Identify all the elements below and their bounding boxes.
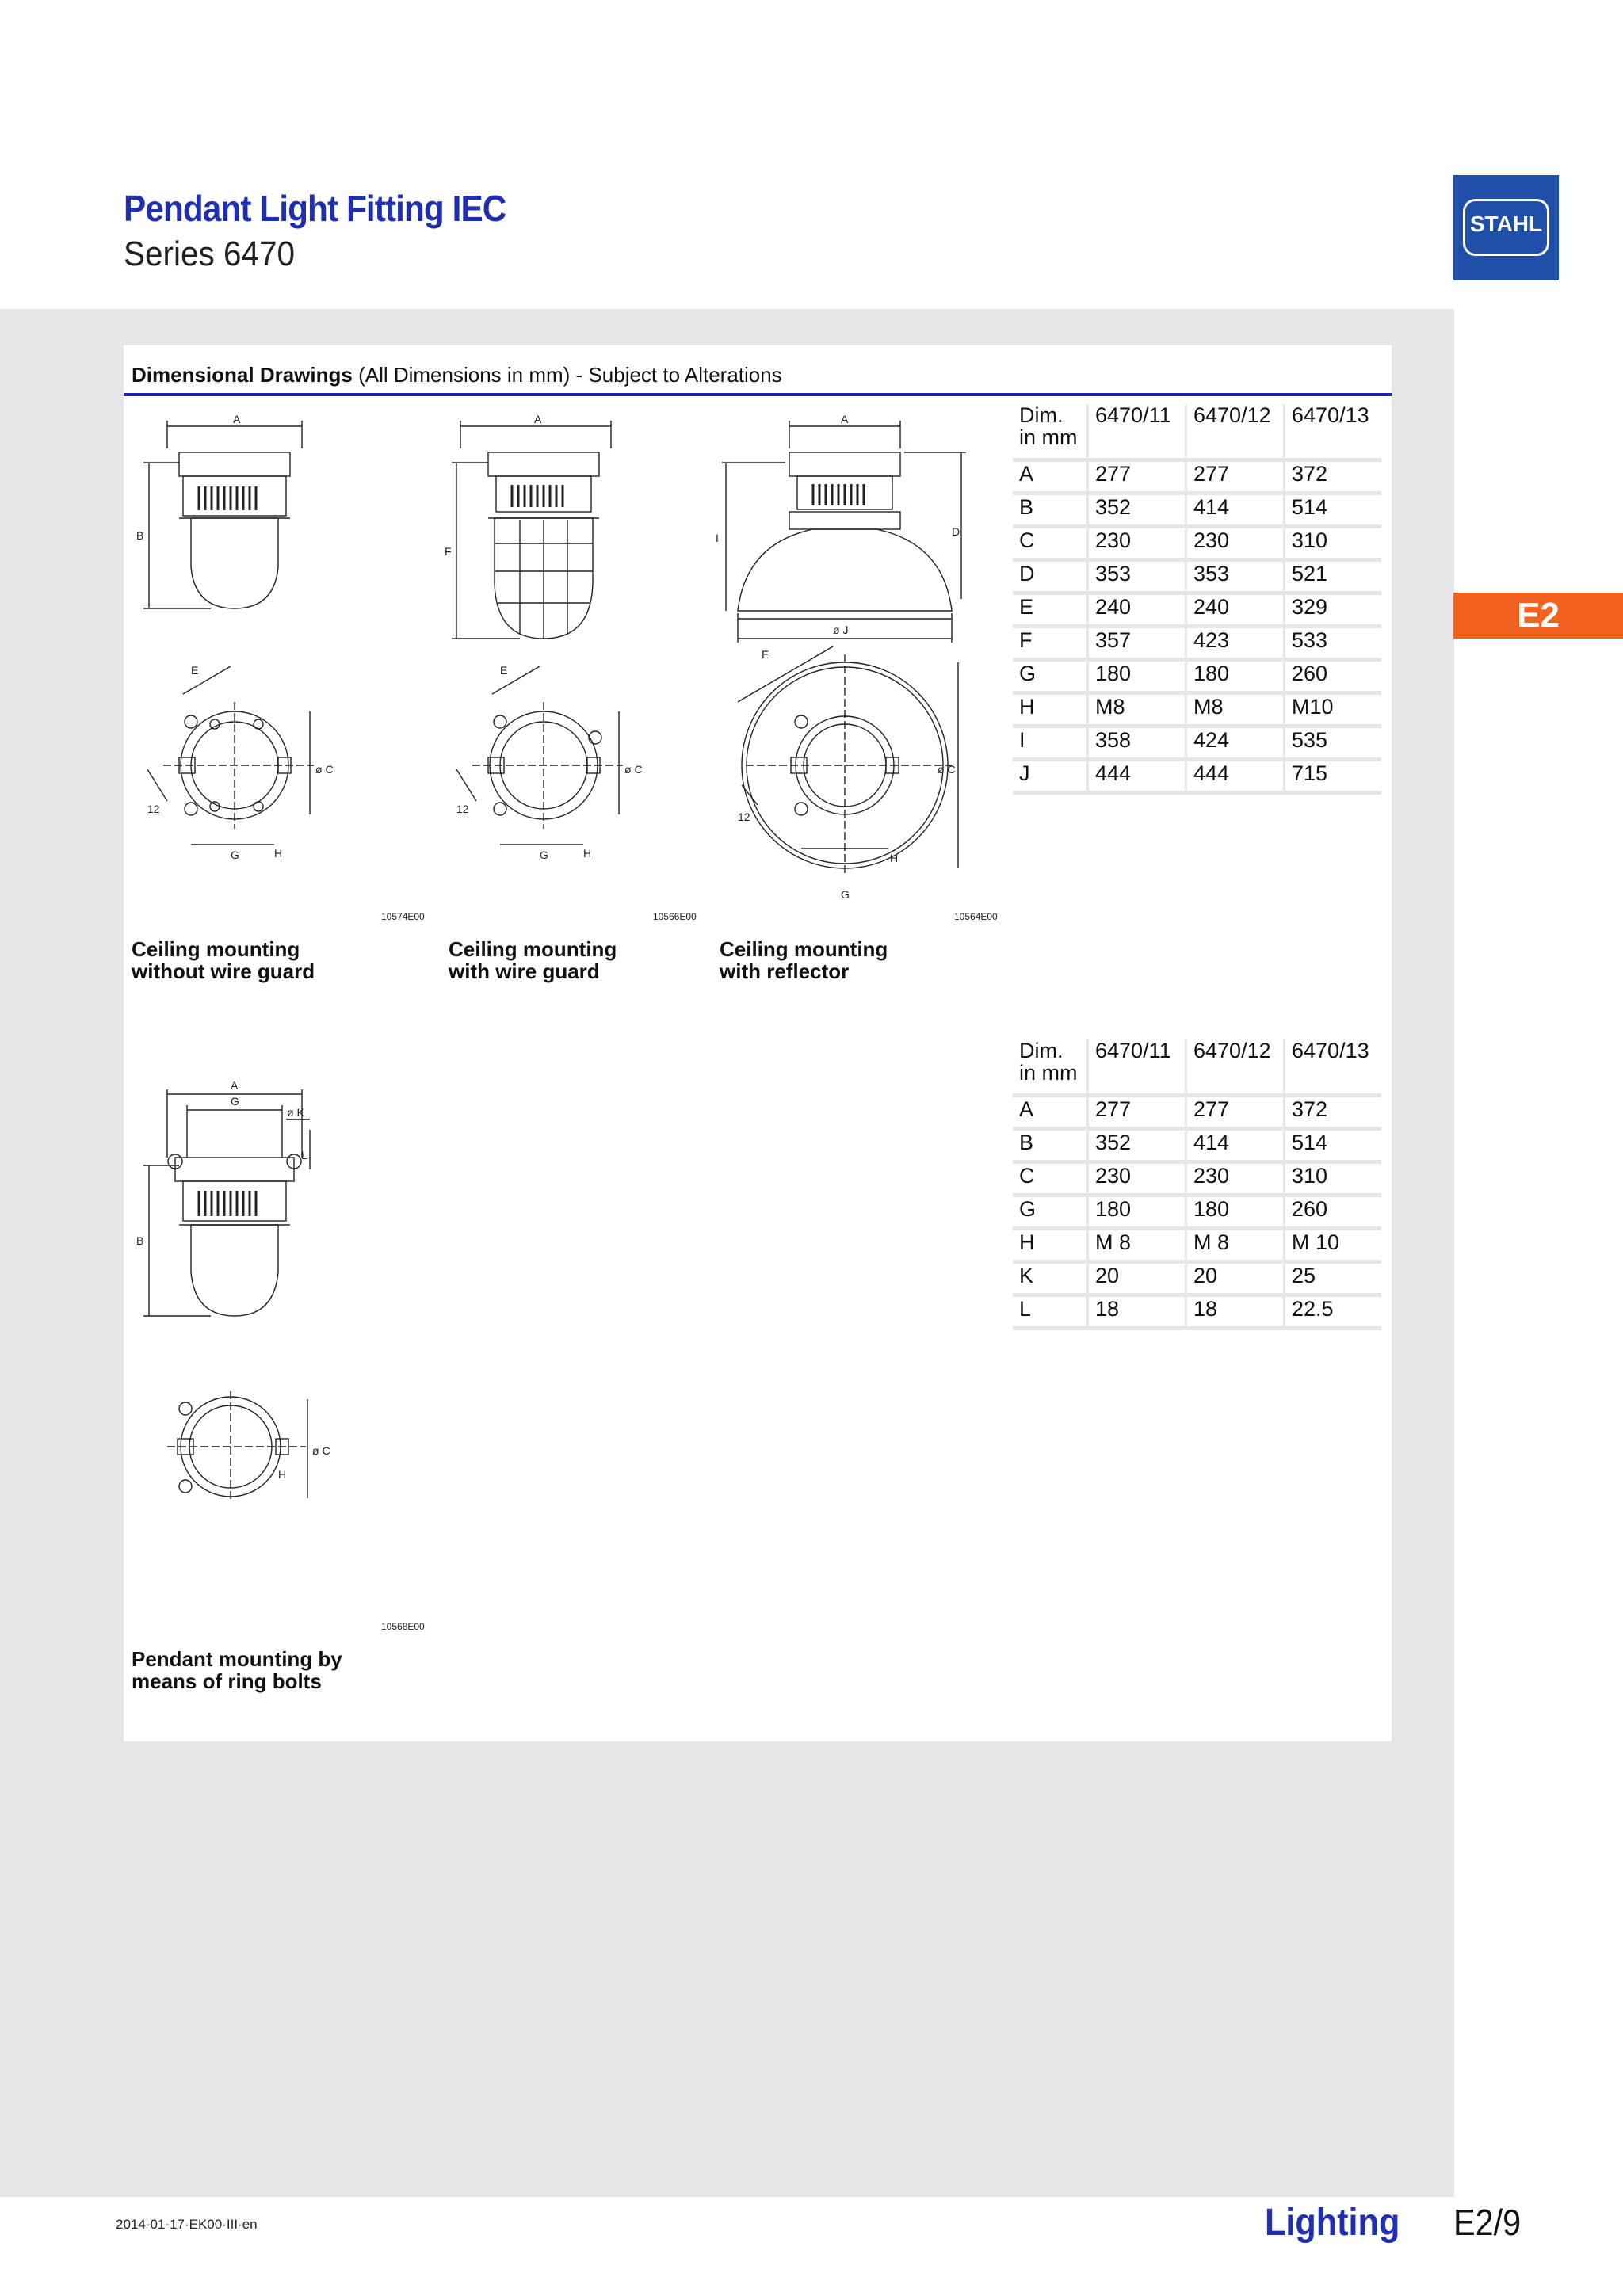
section-tab-e2: E2: [1453, 593, 1623, 639]
label-g: G: [231, 849, 239, 861]
header-dim: Dim. in mm: [1013, 1039, 1086, 1097]
page-header: [0, 0, 1454, 309]
caption-2-line2: with wire guard: [449, 959, 600, 983]
label-c: ø C: [312, 1444, 330, 1457]
dim-value: 260: [1283, 1197, 1381, 1230]
dim-value: 18: [1185, 1297, 1283, 1330]
label-c: ø C: [315, 763, 334, 776]
header-type: 6470/12: [1185, 1039, 1283, 1097]
label-c: ø C: [938, 763, 956, 776]
heading-bold: Dimensional Drawings: [132, 363, 353, 387]
table-row: [1013, 662, 1381, 695]
table-header-row: [1013, 1039, 1381, 1097]
dim-letter: G: [1013, 1197, 1086, 1230]
dim-letter: C: [1013, 528, 1086, 562]
fixture-drawing-4: [132, 1070, 330, 1593]
fixture-drawing-3: [714, 409, 968, 908]
table-row: [1013, 528, 1381, 562]
table-row: [1013, 1230, 1381, 1264]
dim-value: 514: [1283, 1131, 1381, 1164]
dim-letter: D: [1013, 562, 1086, 595]
dim-value: 444: [1185, 761, 1283, 795]
dim-value: 230: [1185, 528, 1283, 562]
label-e: E: [500, 664, 508, 677]
dimension-table-2: [1013, 1039, 1381, 1330]
label-g: G: [231, 1095, 239, 1108]
dim-value: 358: [1086, 728, 1185, 761]
dim-letter: C: [1013, 1164, 1086, 1197]
dim-value: 353: [1086, 562, 1185, 595]
dim-value: 329: [1283, 595, 1381, 628]
dim-value: 230: [1086, 1164, 1185, 1197]
dim-value: 240: [1086, 595, 1185, 628]
dim-value: 20: [1185, 1264, 1283, 1297]
dim-value: 22.5: [1283, 1297, 1381, 1330]
header-type: 6470/11: [1086, 1039, 1185, 1097]
label-g: G: [841, 888, 850, 901]
dim-value: 414: [1185, 1131, 1283, 1164]
dim-value: 414: [1185, 495, 1283, 528]
dim-letter: B: [1013, 1131, 1086, 1164]
caption-2-line1: Ceiling mounting: [449, 937, 617, 961]
table-row: [1013, 1131, 1381, 1164]
dim-value: 352: [1086, 1131, 1185, 1164]
dim-value: 180: [1086, 662, 1185, 695]
dim-value: 372: [1283, 1097, 1381, 1131]
drawing-code-2: 10566E00: [653, 911, 697, 922]
dim-value: 260: [1283, 662, 1381, 695]
label-12: 12: [147, 803, 160, 815]
label-c: ø C: [624, 763, 643, 776]
dim-letter: I: [1013, 728, 1086, 761]
dim-value: 180: [1086, 1197, 1185, 1230]
drawing-ceiling-no-guard: [132, 409, 334, 908]
caption-4-line2: means of ring bolts: [132, 1669, 322, 1693]
header-type: 6470/13: [1283, 1039, 1381, 1097]
dim-letter: H: [1013, 1230, 1086, 1264]
label-e: E: [762, 648, 769, 661]
dim-value: 277: [1086, 1097, 1185, 1131]
label-12: 12: [456, 803, 469, 815]
fixture-drawing-2: [441, 409, 643, 908]
heading-rule: [124, 393, 1392, 396]
stahl-logo: [1453, 175, 1559, 280]
label-h: H: [890, 852, 899, 864]
right-margin: [1454, 0, 1623, 2296]
footer-document-code: 2014-01-17·EK00·III·en: [116, 2217, 258, 2232]
page-subtitle: Series 6470: [124, 235, 296, 273]
dim-value: 240: [1185, 595, 1283, 628]
footer-page-number: E2/9: [1453, 2202, 1522, 2243]
fixture-drawing-1: [132, 409, 334, 908]
table-row: [1013, 562, 1381, 595]
label-h: H: [278, 1468, 287, 1481]
label-a: A: [534, 413, 542, 425]
dim-letter: A: [1013, 462, 1086, 495]
table-row: [1013, 1097, 1381, 1131]
dim-letter: G: [1013, 662, 1086, 695]
dim-value: M8: [1086, 695, 1185, 728]
label-f: F: [445, 545, 452, 558]
dim-letter: K: [1013, 1264, 1086, 1297]
dim-letter: F: [1013, 628, 1086, 662]
dim-value: M 10: [1283, 1230, 1381, 1264]
dim-letter: A: [1013, 1097, 1086, 1131]
dim-value: 25: [1283, 1264, 1381, 1297]
caption-3-line2: with reflector: [720, 959, 850, 983]
caption-3-line1: Ceiling mounting: [720, 937, 888, 961]
label-l: L: [301, 1149, 307, 1161]
label-d: D: [952, 525, 960, 538]
drawing-ceiling-wire-guard: [441, 409, 643, 908]
caption-2: [449, 938, 617, 982]
heading-rest: (All Dimensions in mm) - Subject to Alterations: [352, 363, 782, 387]
dim-value: 423: [1185, 628, 1283, 662]
dim-letter: L: [1013, 1297, 1086, 1330]
drawing-code-4: 10568E00: [381, 1621, 425, 1632]
drawing-ceiling-reflector: [714, 409, 968, 908]
label-j: ø J: [833, 624, 849, 636]
label-a: A: [231, 1079, 239, 1092]
footer-section: Lighting: [1265, 2202, 1400, 2244]
label-g: G: [540, 849, 548, 861]
table-row: [1013, 628, 1381, 662]
dim-value: 514: [1283, 495, 1381, 528]
header-type: 6470/11: [1086, 404, 1185, 462]
label-b: B: [136, 529, 144, 542]
dim-value: 310: [1283, 528, 1381, 562]
dim-value: M 8: [1086, 1230, 1185, 1264]
dim-value: 535: [1283, 728, 1381, 761]
drawing-pendant-ring-bolts: [132, 1070, 330, 1593]
dim-value: 310: [1283, 1164, 1381, 1197]
dim-value: 715: [1283, 761, 1381, 795]
dim-value: 444: [1086, 761, 1185, 795]
dim-letter: J: [1013, 761, 1086, 795]
caption-4-line1: Pendant mounting by: [132, 1647, 342, 1671]
dim-value: 353: [1185, 562, 1283, 595]
header-type: 6470/13: [1283, 404, 1381, 462]
table-row: [1013, 1197, 1381, 1230]
caption-3: [720, 938, 888, 982]
dim-letter: H: [1013, 695, 1086, 728]
dimension-panel: [124, 345, 1392, 1741]
dim-letter: B: [1013, 495, 1086, 528]
caption-1-line1: Ceiling mounting: [132, 937, 300, 961]
drawing-code-3: 10564E00: [954, 911, 998, 922]
page-title: Pendant Light Fitting IEC: [124, 188, 506, 229]
dim-value: 180: [1185, 1197, 1283, 1230]
table-row: [1013, 595, 1381, 628]
logo-text: STAHL: [1469, 212, 1543, 236]
dim-value: 18: [1086, 1297, 1185, 1330]
caption-1-line2: without wire guard: [132, 959, 315, 983]
table-row: [1013, 728, 1381, 761]
dim-value: M8: [1185, 695, 1283, 728]
dim-value: 20: [1086, 1264, 1185, 1297]
label-h: H: [583, 847, 592, 860]
label-12: 12: [738, 810, 750, 823]
dim-value: 352: [1086, 495, 1185, 528]
label-e: E: [191, 664, 199, 677]
dim-value: 277: [1086, 462, 1185, 495]
dim-value: 277: [1185, 462, 1283, 495]
table-row: [1013, 1264, 1381, 1297]
dim-value: 357: [1086, 628, 1185, 662]
dim-value: 533: [1283, 628, 1381, 662]
table-row: [1013, 1297, 1381, 1330]
dimension-table-1: [1013, 404, 1381, 795]
label-k: ø K: [287, 1106, 304, 1119]
caption-1: [132, 938, 315, 982]
label-b: B: [136, 1234, 144, 1247]
dim-value: 372: [1283, 462, 1381, 495]
dim-value: 180: [1185, 662, 1283, 695]
dim-value: M10: [1283, 695, 1381, 728]
caption-4: [132, 1648, 342, 1692]
table-row: [1013, 695, 1381, 728]
label-i: I: [716, 532, 719, 544]
table-row: [1013, 495, 1381, 528]
dim-letter: E: [1013, 595, 1086, 628]
dim-value: 521: [1283, 562, 1381, 595]
panel-heading: [132, 363, 782, 387]
dim-value: 424: [1185, 728, 1283, 761]
table-row: [1013, 1164, 1381, 1197]
header-dim: Dim. in mm: [1013, 404, 1086, 462]
label-a: A: [841, 413, 849, 425]
drawing-code-1: 10574E00: [381, 911, 425, 922]
dim-value: 230: [1185, 1164, 1283, 1197]
table-header-row: [1013, 404, 1381, 462]
dim-value: 277: [1185, 1097, 1283, 1131]
label-h: H: [274, 847, 283, 860]
dim-value: 230: [1086, 528, 1185, 562]
header-type: 6470/12: [1185, 404, 1283, 462]
label-a: A: [233, 413, 241, 425]
table-row: [1013, 462, 1381, 495]
table-row: [1013, 761, 1381, 795]
dim-value: M 8: [1185, 1230, 1283, 1264]
